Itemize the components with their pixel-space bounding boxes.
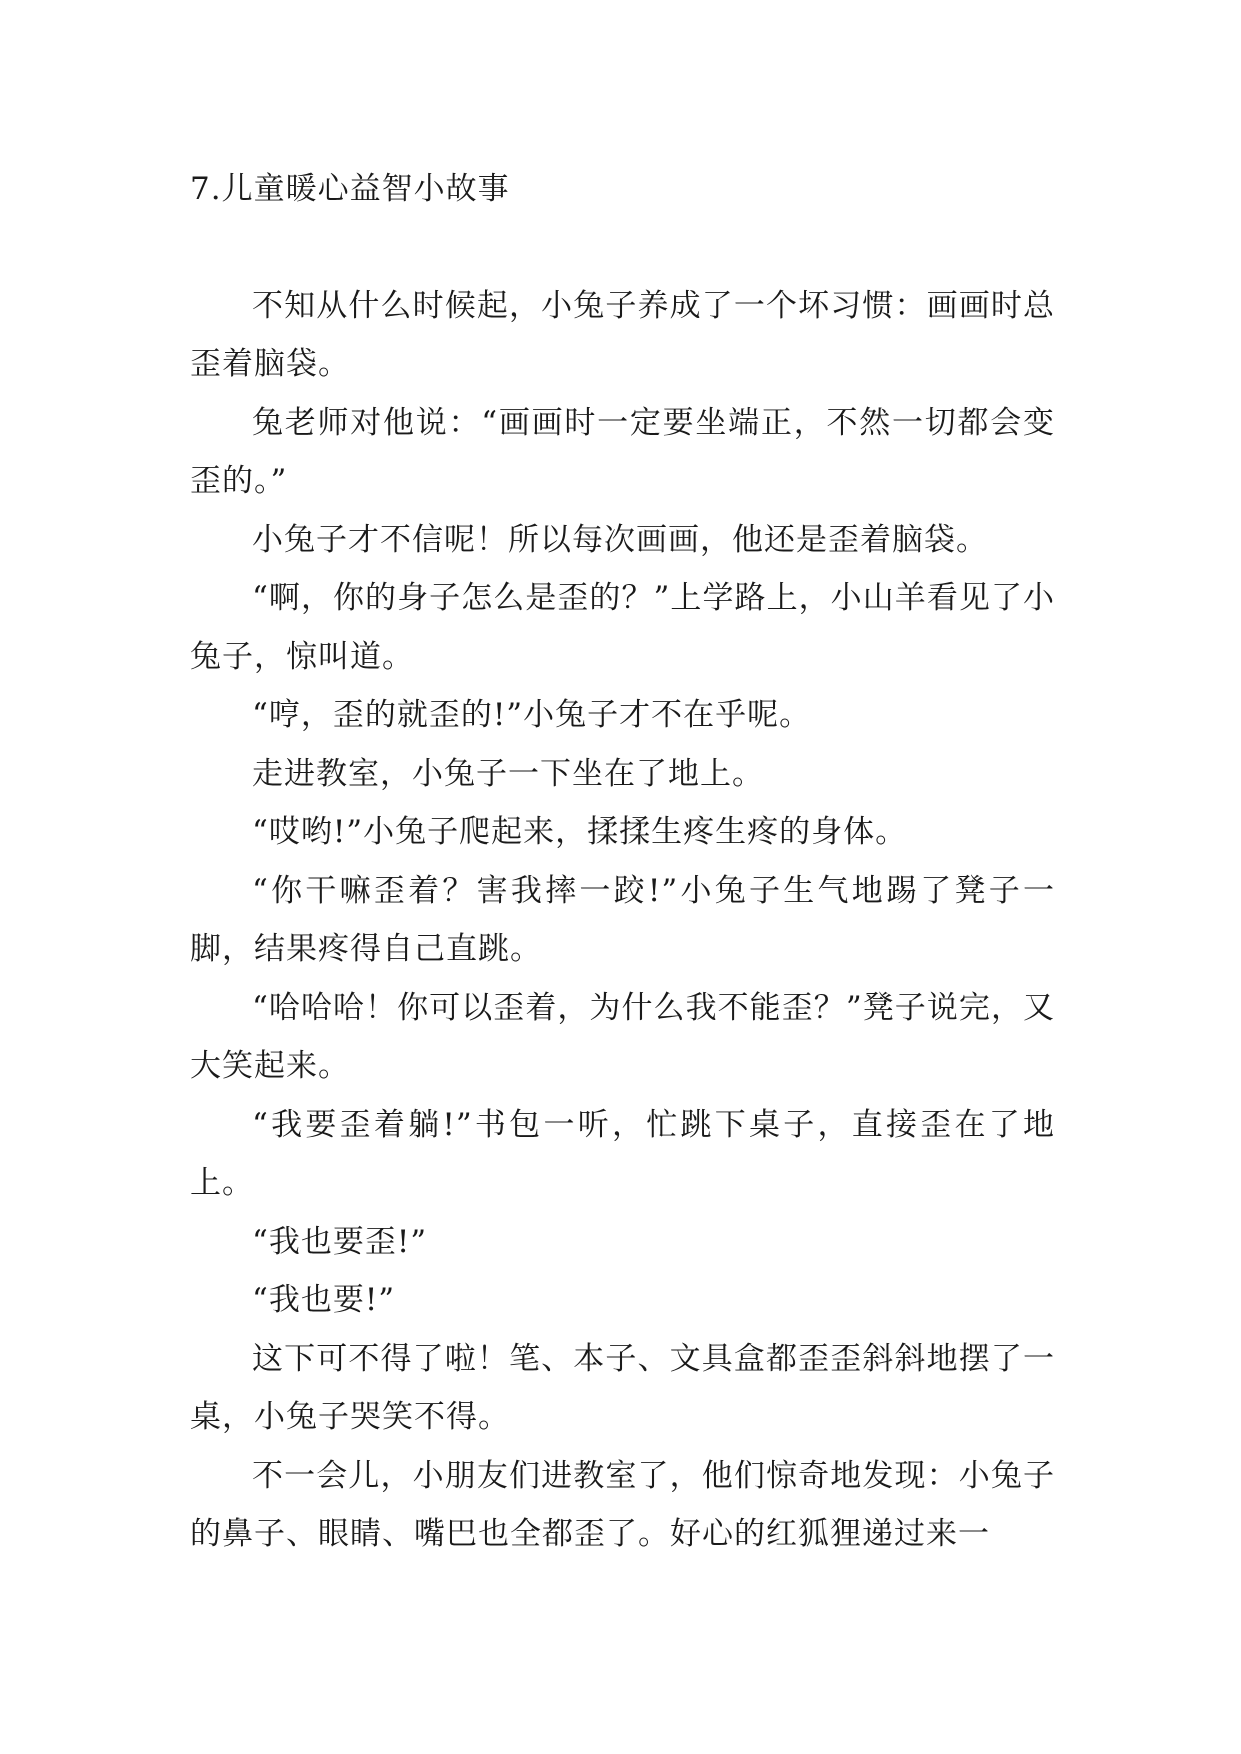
paragraph: 这下可不得了啦！笔、本子、文具盒都歪歪斜斜地摆了一桌，小兔子哭笑不得。 xyxy=(190,1340,1055,1435)
paragraph: “我也要!” xyxy=(252,1282,396,1318)
paragraph: “我也要歪!” xyxy=(252,1223,428,1260)
paragraph: “哈哈哈！你可以歪着，为什么我不能歪？”凳子说完，又大笑起来。 xyxy=(190,989,1055,1084)
paragraph: 走进教室，小兔子一下坐在了地上。 xyxy=(252,755,764,792)
paragraph: 小兔子才不信呢！所以每次画画，他还是歪着脑袋。 xyxy=(252,521,988,558)
paragraph: “你干嘛歪着？害我摔一跤!”小兔子生气地踢了凳子一脚，结果疼得自己直跳。 xyxy=(190,872,1055,967)
story-title: 7.儿童暖心益智小故事 xyxy=(190,171,510,207)
paragraph: 兔老师对他说：“画画时一定要坐端正，不然一切都会变歪的。” xyxy=(190,404,1055,499)
document-body xyxy=(190,160,1055,1564)
paragraph: “我要歪着躺!”书包一听，忙跳下桌子，直接歪在了地上。 xyxy=(190,1106,1055,1201)
paragraph: “啊，你的身子怎么是歪的？”上学路上，小山羊看见了小兔子，惊叫道。 xyxy=(190,580,1055,675)
paragraph: 不一会儿，小朋友们进教室了，他们惊奇地发现：小兔子的鼻子、眼睛、嘴巴也全都歪了。好心的红狐狸递过来一 xyxy=(190,1457,1055,1552)
paragraph: 不知从什么时候起，小兔子养成了一个坏习惯：画画时总歪着脑袋。 xyxy=(190,287,1055,382)
paragraph: “哼，歪的就歪的!”小兔子才不在乎呢。 xyxy=(252,697,812,733)
paragraph: “哎哟!”小兔子爬起来，揉揉生疼生疼的身体。 xyxy=(252,814,908,850)
